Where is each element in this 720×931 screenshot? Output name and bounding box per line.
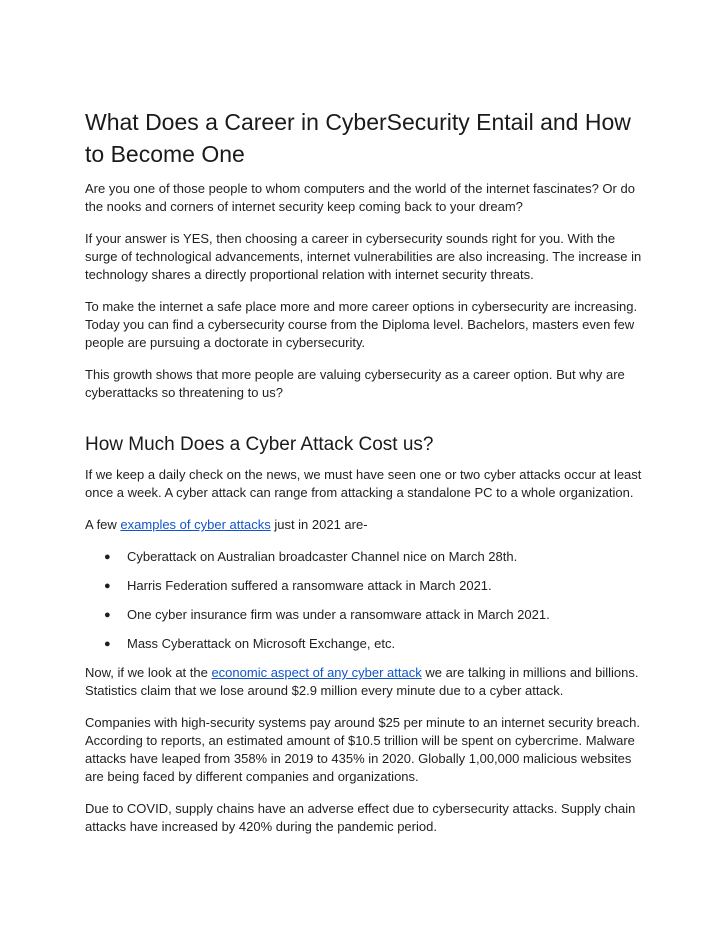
list-item-text: One cyber insurance firm was under a ransomware attack in March 2021. — [127, 607, 550, 622]
intro-paragraph-1: Are you one of those people to whom computers and the world of the internet fascinates? Or do the nooks and corners of internet security keep coming back to your dream? — [85, 181, 635, 214]
intro-paragraph-4: This growth shows that more people are valuing cybersecurity as a career option. But why are cyberattacks so threatening to us? — [85, 367, 625, 400]
section-heading: How Much Does a Cyber Attack Cost us? — [85, 434, 434, 455]
examples-list — [85, 548, 645, 653]
bullet-icon: ● — [104, 609, 111, 621]
list-item — [85, 635, 645, 653]
bullet-icon: ● — [104, 638, 111, 650]
costs-paragraph: Companies with high-security systems pay around $25 per minute to an internet security breach. According to reports, an estimated amount of $10.5 trillion will be spent on cybercrime. Malware attacks have leaped from 358% in 2019 to 435% in 2020. Globally 1,00,000 malicious websites are being faced by different companies and organizations. — [85, 715, 640, 784]
intro-paragraph-2: If your answer is YES, then choosing a career in cybersecurity sounds right for you. With the surge of technological advancements, internet vulnerabilities are also increasing. The increase in technology shares a directly proportional relation with internet security threats. — [85, 231, 642, 282]
list-item-text: Mass Cyberattack on Microsoft Exchange, etc. — [127, 636, 396, 651]
bullet-icon: ● — [104, 551, 111, 563]
examples-text-after: just in 2021 are- — [270, 517, 368, 532]
examples-paragraph — [85, 516, 645, 534]
covid-paragraph: Due to COVID, supply chains have an adverse effect due to cybersecurity attacks. Supply chain attacks have increased by 420% during the pandemic period. — [85, 801, 636, 834]
list-item — [85, 548, 645, 566]
list-item — [85, 606, 645, 624]
economic-text-before: Now, if we look at the — [85, 665, 212, 680]
page-title: What Does a Career in CyberSecurity Entail and How to Become One — [85, 109, 631, 167]
economic-text-after: we are talking in millions and billions. Statistics claim that we lose around $2.9 million every minute due to a cyber attack. — [85, 665, 639, 698]
economic-paragraph — [85, 664, 645, 700]
intro-paragraph-3: To make the internet a safe place more and more career options in cybersecurity are increasing. Today you can find a cybersecurity course from the Diploma level. Bachelors, masters even few people are pursuing a doctorate in cybersecurity. — [85, 299, 638, 350]
examples-of-cyber-attacks-link[interactable]: examples of cyber attacks — [120, 517, 271, 532]
list-item-text: Harris Federation suffered a ransomware attack in March 2021. — [127, 578, 492, 593]
list-item — [85, 577, 645, 595]
document-body — [85, 106, 645, 850]
list-item-text: Cyberattack on Australian broadcaster Channel nice on March 28th. — [127, 549, 518, 564]
examples-text-before: A few — [85, 517, 121, 532]
section-intro-paragraph: If we keep a daily check on the news, we must have seen one or two cyber attacks occur at least once a week. A cyber attack can range from attacking a standalone PC to a whole organization. — [85, 467, 642, 500]
bullet-icon: ● — [104, 580, 111, 592]
economic-aspect-link[interactable]: economic aspect of any cyber attack — [211, 665, 422, 680]
